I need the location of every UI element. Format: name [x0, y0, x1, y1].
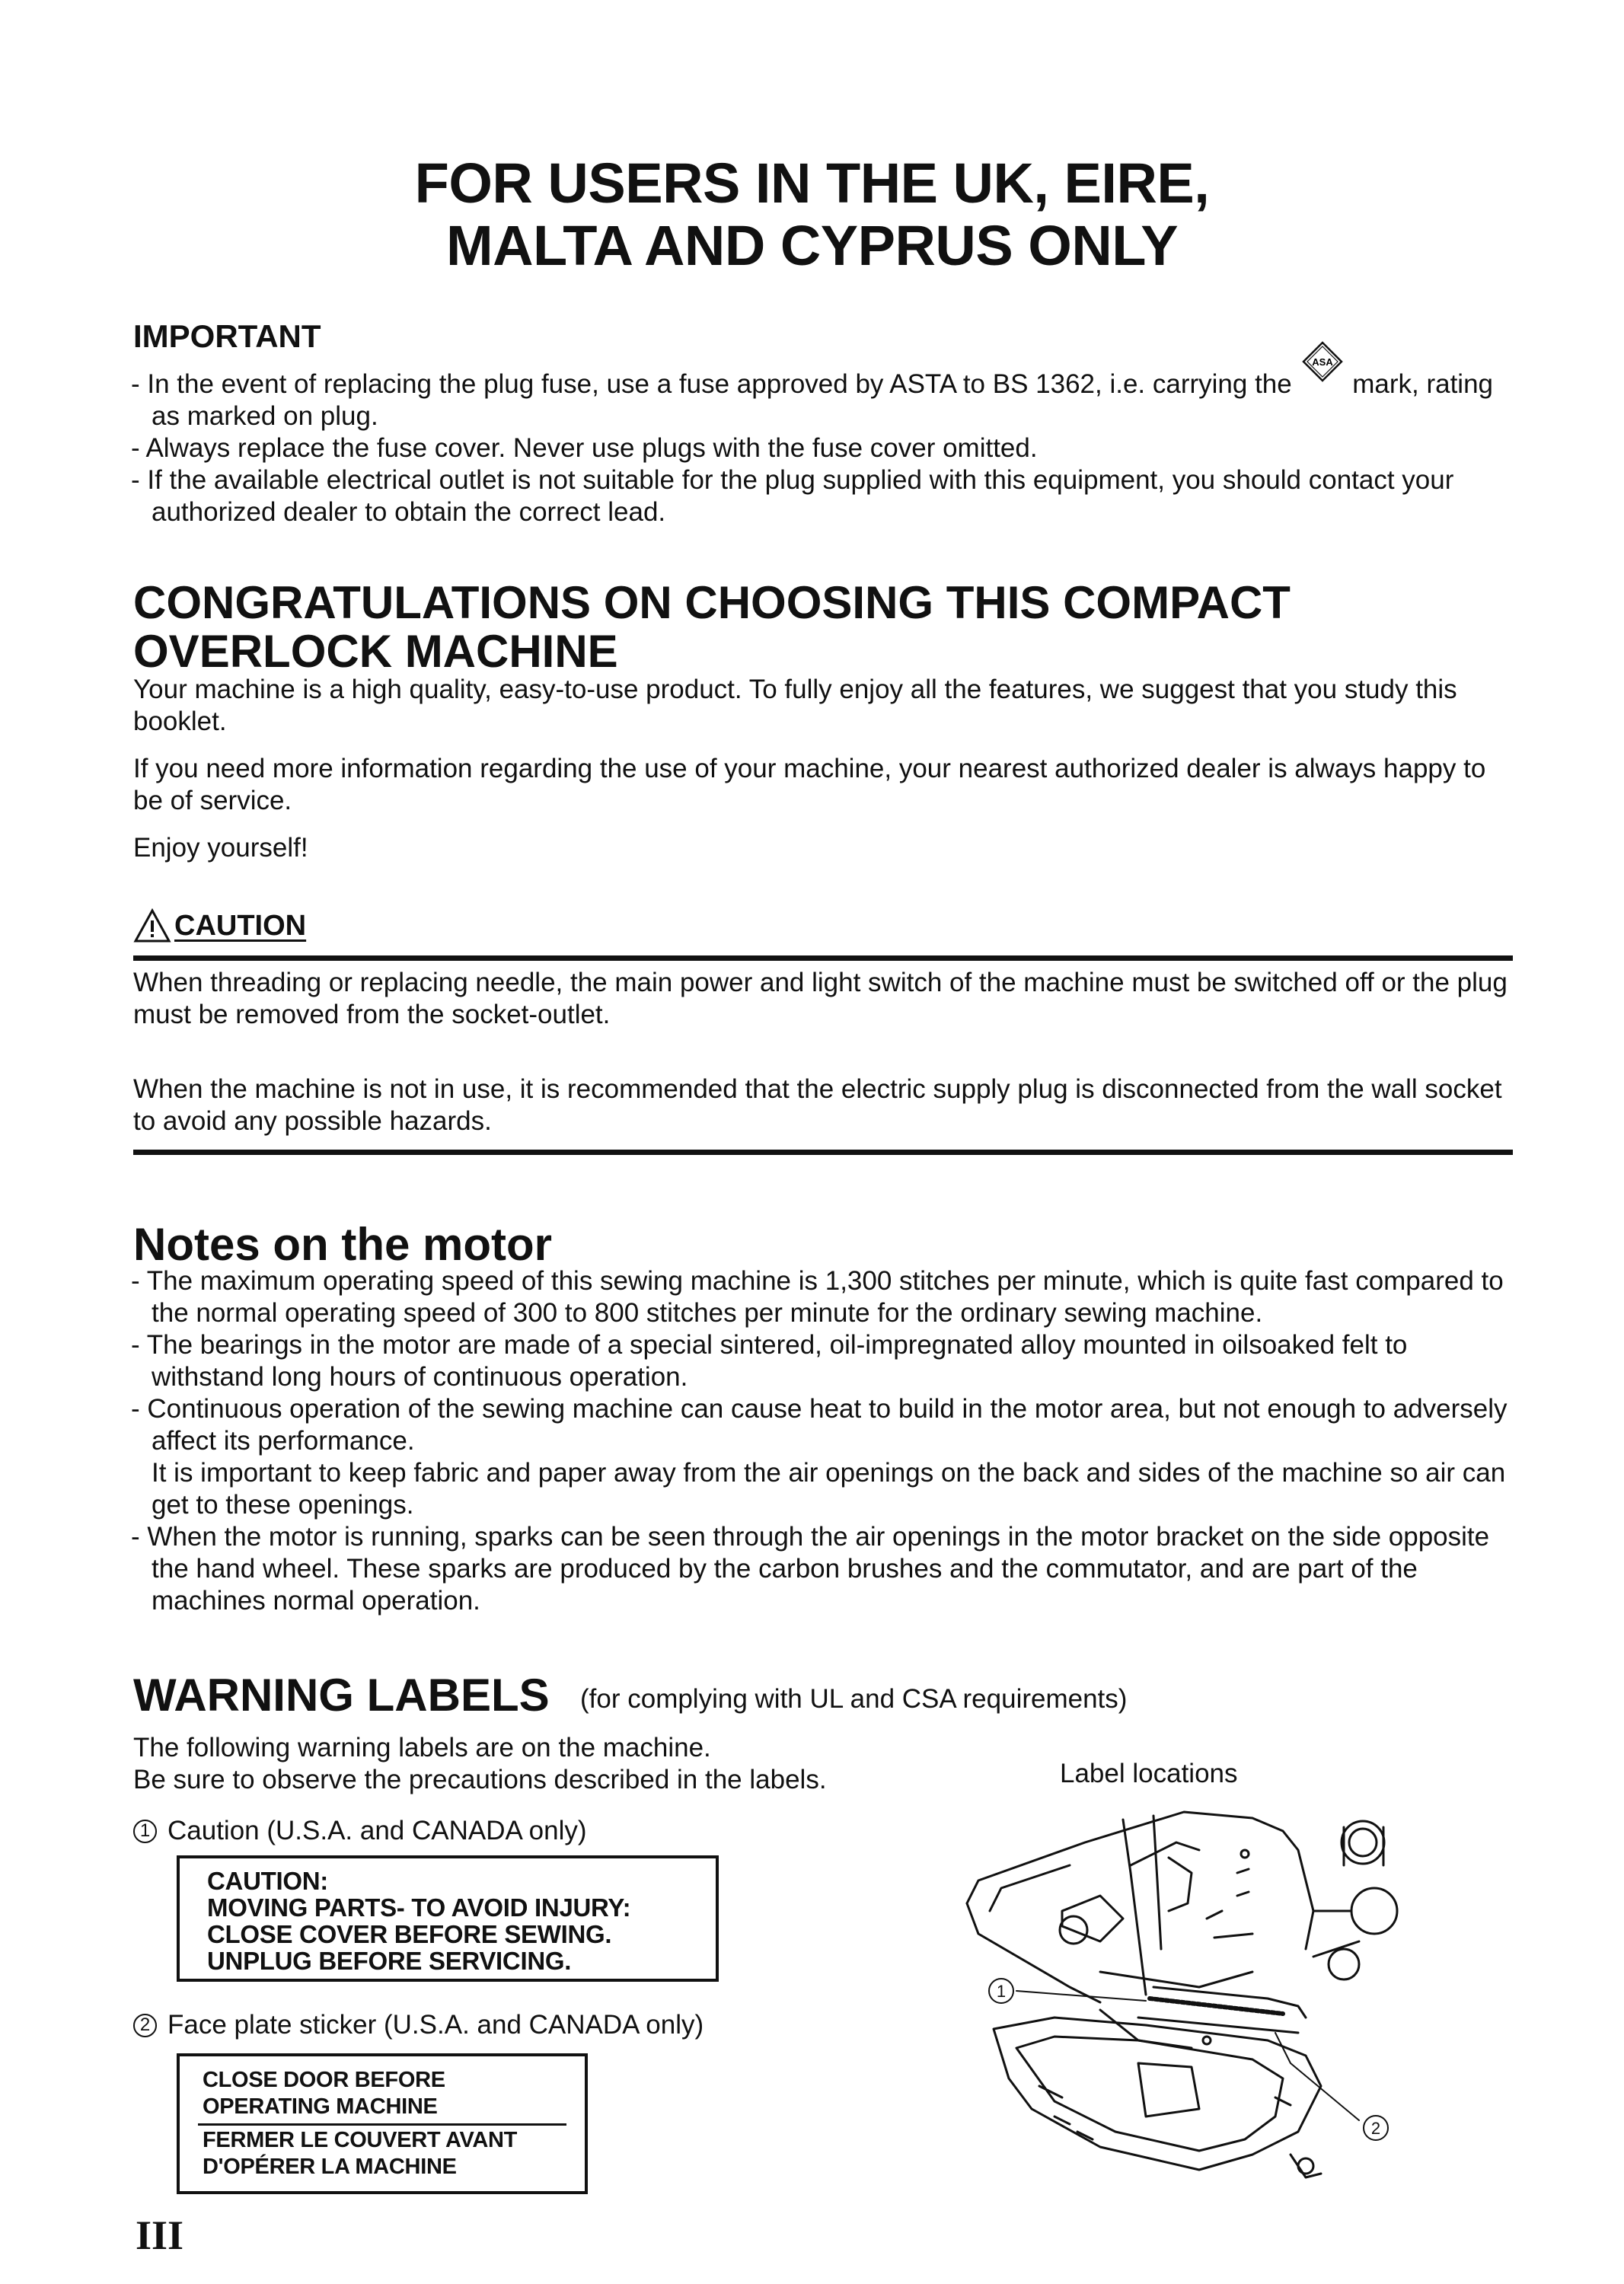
item-number-2: 2: [133, 2014, 157, 2037]
warning-intro-line-2: Be sure to observe the precautions described in the labels.: [133, 1765, 827, 1794]
caution-paragraph-1: When threading or replacing needle, the main power and light switch of the machine must be switched off or the plug must be removed from the socket-outlet.: [133, 968, 1508, 1029]
item-number-1: 1: [133, 1820, 157, 1843]
warning-triangle-icon: [133, 908, 171, 943]
congrats-heading-line-2: OVERLOCK MACHINE: [133, 626, 618, 677]
motor-heading: Notes on the motor: [133, 1219, 552, 1270]
important-item-cover: - Always replace the fuse cover. Never use plugs with the fuse cover omitted.: [131, 433, 1038, 463]
label-locations-caption: Label locations: [1060, 1759, 1238, 1788]
caution-heading: [133, 908, 306, 943]
sticker-french: [180, 2127, 585, 2180]
svg-text:ASA: ASA: [1312, 356, 1334, 368]
motor-item-bearings: - The bearings in the motor are made of a special sintered, oil-impregnated alloy mounted in oilsoaked felt to withstand long hours of continuous operation.: [131, 1330, 1408, 1392]
caution-label-box: [177, 1855, 719, 1982]
warning-item-1: [133, 1816, 587, 1846]
warning-intro-line-1: The following warning labels are on the machine.: [133, 1733, 711, 1762]
page-number: III: [136, 2212, 184, 2258]
important-item-fuse: [131, 356, 1513, 432]
sticker-english: [180, 2056, 585, 2120]
callout-2: 2: [1370, 2119, 1381, 2138]
congrats-paragraph-2: If you need more information regarding the use of your machine, your nearest authorized dealer is always happy to be of service.: [133, 754, 1486, 815]
warning-item-1-text: Caution (U.S.A. and CANADA only): [168, 1816, 587, 1845]
warning-heading: WARNING LABELS: [133, 1670, 550, 1721]
important-heading: IMPORTANT: [133, 318, 321, 354]
title-line-1: FOR USERS IN THE UK, EIRE,: [414, 152, 1210, 215]
warning-intro: [133, 1732, 971, 1796]
motor-list: [131, 1265, 1517, 1617]
warning-item-2-text: Face plate sticker (U.S.A. and CANADA only): [168, 2010, 704, 2040]
warning-item-2: [133, 2010, 704, 2040]
face-plate-sticker-box: [177, 2053, 588, 2194]
congrats-paragraph-1: Your machine is a high quality, easy-to-use product. To fully enjoy all the features, we suggest that you study this booklet.: [133, 675, 1457, 736]
caution-box-line-1: CAUTION:: [207, 1867, 328, 1895]
important-item-fuse-text: - In the event of replacing the plug fuse, use a fuse approved by ASTA to BS 1362, i.e. carrying the: [131, 369, 1292, 399]
callout-1: 1: [996, 1982, 1007, 2001]
congrats-heading-line-1: CONGRATULATIONS ON CHOOSING THIS COMPACT: [133, 577, 1291, 628]
motor-item-speed: - The maximum operating speed of this sewing machine is 1,300 stitches per minute, which is quite fast compared to the normal operating speed of 300 to 800 stitches per minute for the ordinary sewing machine.: [131, 1266, 1504, 1328]
machine-label-locations-diagram: [948, 1797, 1405, 2193]
caution-paragraph-2: When the machine is not in use, it is recommended that the electric supply plug is disconnected from the wall socket to avoid any possible hazards.: [133, 1074, 1502, 1136]
sticker-french-line-1: FERMER LE COUVERT AVANT: [203, 2128, 518, 2152]
caution-label: CAUTION: [174, 909, 307, 942]
motor-item-sparks: - When the motor is running, sparks can be seen through the air openings in the motor bracket on the side opposite the hand wheel. These sparks are produced by the carbon brushes and the commutator, and are part of the machines normal operation.: [131, 1522, 1490, 1616]
page-title: [0, 152, 1624, 277]
congrats-paragraph-3: Enjoy yourself!: [133, 833, 308, 863]
warning-subheading: (for complying with UL and CSA requirements): [580, 1684, 1128, 1714]
caution-rule-top: [133, 955, 1513, 961]
caution-box-line-3: CLOSE COVER BEFORE SEWING.: [207, 1920, 612, 1948]
asta-mark-icon: [1299, 356, 1345, 393]
caution-box-line-2: MOVING PARTS- TO AVOID INJURY:: [207, 1893, 631, 1922]
congrats-heading: [133, 579, 1519, 676]
caution-box-line-4: UNPLUG BEFORE SERVICING.: [207, 1947, 572, 1975]
congrats-body: [133, 674, 1519, 879]
sticker-french-line-2: D'OPÉRER LA MACHINE: [203, 2155, 457, 2179]
caution-rule-bottom: [133, 1150, 1513, 1155]
important-item-outlet: - If the available electrical outlet is not suitable for the plug supplied with this equipment, you should contact your authorized dealer to obtain the correct lead.: [131, 465, 1454, 527]
sticker-divider: [198, 2123, 566, 2126]
motor-item-heat: - Continuous operation of the sewing machine can cause heat to build in the motor area, but not enough to adversely affect its performance.: [131, 1394, 1508, 1456]
title-line-2: MALTA AND CYPRUS ONLY: [445, 214, 1179, 277]
important-list: [131, 356, 1513, 528]
sticker-english-line-1: CLOSE DOOR BEFORE: [203, 2068, 445, 2092]
important-item-fuse-text-2: mark, rating as marked on plug.: [152, 369, 1493, 431]
sticker-english-line-2: OPERATING MACHINE: [203, 2094, 438, 2119]
motor-item-heat-continued: It is important to keep fabric and paper away from the air openings on the back and sides of the machine so air can get to these openings.: [152, 1458, 1506, 1520]
